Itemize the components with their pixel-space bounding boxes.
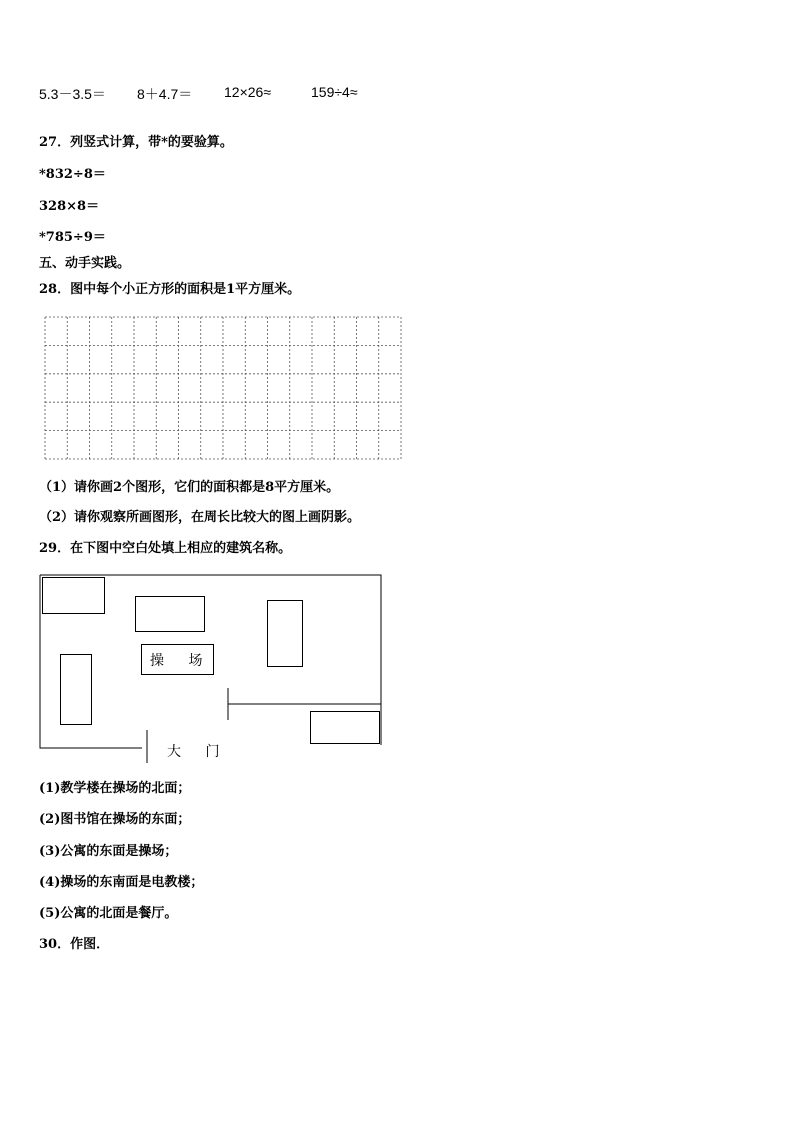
- clue: (3)公寓的东面是操场；: [39, 844, 178, 859]
- blank-building-box[interactable]: [268, 601, 303, 667]
- square-grid[interactable]: [44, 316, 402, 464]
- grid-canvas: [44, 316, 402, 460]
- question-28-part-2: （2）请你观察所画图形，在周长比较大的图上画阴影。: [39, 510, 361, 525]
- gate-label: 大 门: [167, 744, 230, 760]
- section-title: 五、动手实践。: [39, 256, 131, 271]
- blank-building-box[interactable]: [136, 597, 205, 632]
- blank-building-box[interactable]: [43, 578, 105, 614]
- expression: 159÷4≈: [311, 84, 358, 100]
- campus-map: [38, 573, 386, 767]
- blank-building-box[interactable]: [61, 655, 92, 725]
- question-28-part-1: （1）请你画2个图形，它们的面积都是8平方厘米。: [39, 480, 340, 495]
- calc-item: *832÷8＝: [39, 167, 106, 182]
- calc-item: *785÷9＝: [39, 230, 106, 245]
- question-28-title: 28．图中每个小正方形的面积是1平方厘米。: [39, 282, 301, 297]
- clue: (5)公寓的北面是餐厅。: [39, 906, 178, 921]
- playground-label: 操 场: [150, 653, 213, 669]
- question-27-title: 27．列竖式计算，带*的要验算。: [39, 135, 233, 150]
- question-29-title: 29．在下图中空白处填上相应的建筑名称。: [39, 541, 292, 556]
- expression: 12×26≈: [224, 84, 272, 100]
- expression: 8＋4.7＝: [137, 86, 193, 102]
- question-30-title: 30．作图．: [39, 937, 110, 952]
- clue: (4)操场的东南面是电教楼；: [39, 875, 204, 890]
- blank-building-box[interactable]: [311, 712, 380, 744]
- clue: (2)图书馆在操场的东面；: [39, 812, 191, 827]
- expression: 5.3－3.5＝: [39, 86, 106, 102]
- clue: (1)教学楼在操场的北面；: [39, 781, 191, 796]
- calc-item: 328×8＝: [39, 199, 100, 214]
